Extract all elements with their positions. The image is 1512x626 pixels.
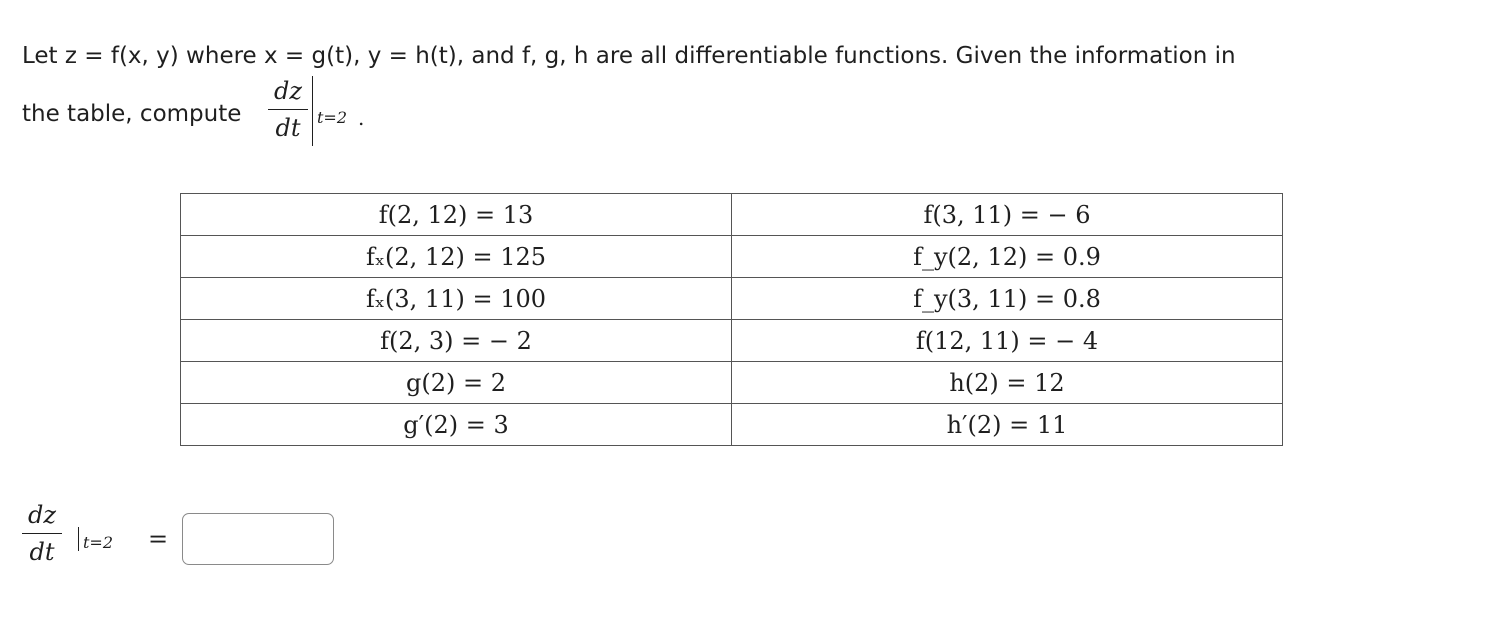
answer-denominator: dt [29, 538, 55, 566]
answer-derivative-fraction [22, 500, 62, 567]
derivative-fraction [268, 76, 308, 143]
table-cell: g′(2) = 3 [181, 404, 732, 446]
fraction-bar [268, 109, 308, 110]
table-cell: f(12, 11) = − 4 [732, 320, 1283, 362]
answer-input[interactable] [182, 513, 334, 565]
answer-fraction-bar [22, 533, 62, 534]
problem-line-2-text: the table, compute [22, 101, 242, 127]
table-row [181, 362, 1283, 404]
table-cell: g(2) = 2 [181, 362, 732, 404]
problem-line-1: Let z = f(x, y) where x = g(t), y = h(t), and f, g, h are all differentiable functions. Given the information in [22, 43, 1236, 69]
derivative-denominator: dt [275, 114, 301, 142]
table-cell: f(3, 11) = − 6 [732, 194, 1283, 236]
table-row [181, 278, 1283, 320]
table-cell: h′(2) = 11 [732, 404, 1283, 446]
table-cell: f(2, 3) = − 2 [181, 320, 732, 362]
derivative-numerator: dz [273, 77, 302, 105]
sentence-period: . [358, 106, 365, 130]
table-row [181, 404, 1283, 446]
answer-equals-sign: = [148, 525, 169, 553]
evaluation-subscript: t=2 [317, 108, 348, 127]
table-cell: f_y(2, 12) = 0.9 [732, 236, 1283, 278]
table-row [181, 236, 1283, 278]
table-cell: fₓ(3, 11) = 100 [181, 278, 732, 320]
evaluation-bar [312, 76, 313, 146]
answer-numerator: dz [27, 501, 56, 529]
table-row [181, 194, 1283, 236]
answer-evaluation-subscript: t=2 [83, 533, 114, 552]
table-cell: h(2) = 12 [732, 362, 1283, 404]
table-cell: fₓ(2, 12) = 125 [181, 236, 732, 278]
table-cell: f(2, 12) = 13 [181, 194, 732, 236]
table-row [181, 320, 1283, 362]
given-values-table [180, 193, 1283, 446]
answer-evaluation-bar [78, 527, 79, 551]
table-cell: f_y(3, 11) = 0.8 [732, 278, 1283, 320]
answer-row [20, 500, 420, 590]
